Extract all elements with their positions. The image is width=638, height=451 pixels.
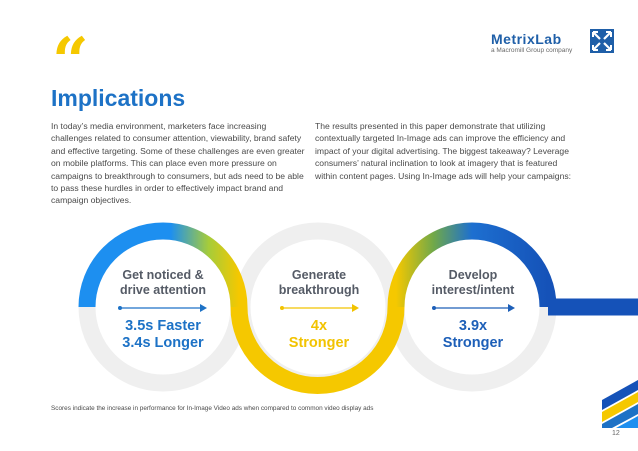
stage-1-metric — [103, 318, 223, 351]
brand-tagline: a Macromill Group company — [491, 47, 573, 54]
stage-3-label-line2: interest/intent — [431, 283, 515, 297]
stage-1-label-line2: drive attention — [119, 283, 207, 297]
intro-paragraph-right: The results presented in this paper demonstrate that utilizing contextually targeted In-Image ads can improve the efficiency and impact of your digital advertising. The biggest takeaway? Leverage consumers’ natural inclination to look at imagery that is featured within content pages. Using In-Image ads will help your campaigns: — [315, 121, 572, 181]
stage-3-metric-line2: Stronger — [442, 334, 504, 351]
stage-1-arrow-icon — [118, 303, 208, 313]
stage-3-arrow-icon — [432, 303, 516, 313]
stage-1-metric-line1: 3.5s Faster — [125, 318, 201, 334]
page-number: 12 — [612, 430, 620, 437]
corner-stripes-graphic — [602, 380, 638, 428]
stage-3-label — [413, 268, 533, 298]
stage-3-metric — [413, 318, 533, 351]
stage-1-metric-line2: 3.4s Longer — [122, 334, 204, 351]
stage-3-label-line1: Develop — [448, 268, 498, 282]
stage-1-label — [103, 268, 223, 298]
stage-2-metric-line2: Stronger — [288, 334, 350, 351]
brand-name: MetrixLab — [491, 31, 562, 47]
page-title: Implications — [51, 85, 186, 111]
stage-2-metric — [259, 318, 379, 351]
stage-2-label-line2: breakthrough — [278, 283, 360, 297]
stage-2-arrow-icon — [280, 303, 360, 313]
stage-2-label-line1: Generate — [291, 268, 347, 282]
brand-logo — [483, 25, 613, 61]
stage-2-metric-line1: 4x — [310, 318, 328, 334]
stage-2-label — [259, 268, 379, 298]
intro-paragraph-left: In today’s media environment, marketers face increasing challenges related to consumer attention, viewability, brand safety and effective targeting. Some of these challenges are even greater on mobile platforms. This can place even more pressure on campaigns to breakthrough to consumers, but ads need to be able to pass these hurdles in order to effectively impact brand and campaign objectives. — [51, 121, 305, 206]
quote-mark-icon: “ — [52, 24, 83, 99]
stage-1-label-line1: Get noticed & — [122, 268, 204, 282]
footnote: Scores indicate the increase in performance for In-Image Video ads when compared to common video display ads — [51, 405, 374, 412]
metrixlab-mark-icon — [590, 29, 614, 53]
stage-3-metric-line1: 3.9x — [458, 318, 488, 334]
